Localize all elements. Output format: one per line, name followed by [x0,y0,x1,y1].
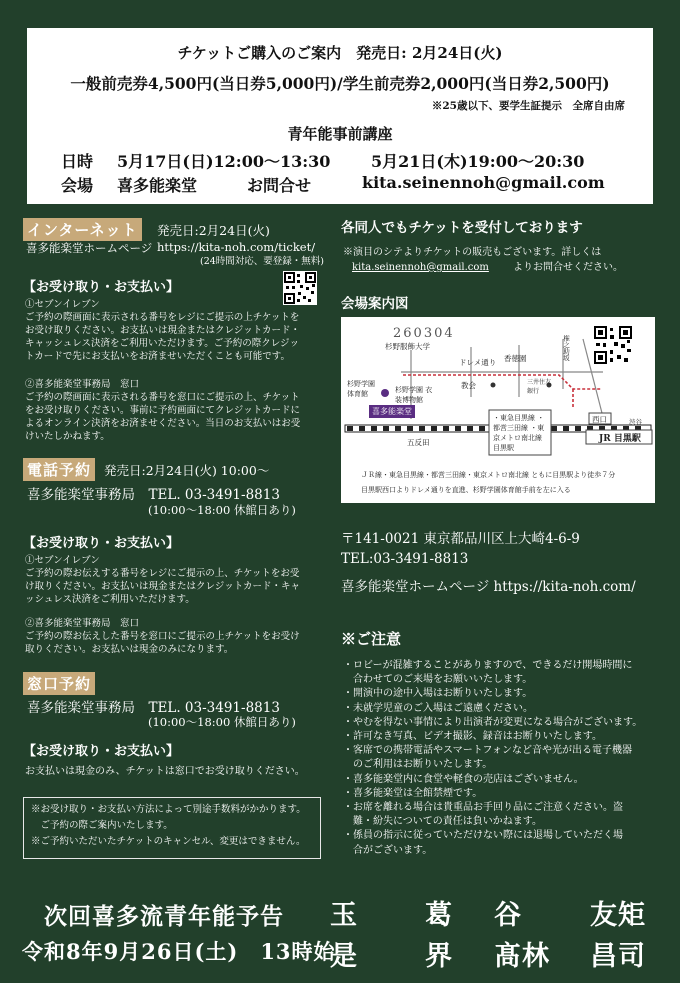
url-note: (24時間対応、要登録・無料) [200,256,325,267]
next-performer-1-name: 友矩 [590,900,646,931]
performers-note-1: ※演目のシテよりチケットの販売もございます。詳しくは [343,247,602,258]
window-pay-heading: 【お受け取り・お支払い】 [23,744,180,759]
fee-notice-box [23,797,321,859]
phone-seven-line: ッシュレス決済をご利用いただけます。 [25,594,195,605]
ticket-info-panel [27,28,653,204]
internet-office-body [25,391,300,443]
map-church: 教会 [461,381,476,390]
window-heading: 窓口予約 [23,672,95,695]
next-play-1-title-2: 是 [330,941,358,972]
contact-label: お問合せ [247,176,312,195]
internet-seven-body [25,311,300,363]
internet-seven-title: ①セブンイレブン [25,299,100,310]
next-play-1-title: 玉 [330,900,358,931]
datetime-label: 日時 [61,152,94,171]
fee-line: ご予約の際ご案内いたします。 [31,820,173,831]
map-access-2: 目黒駅西口よりドレメ通りを直進、杉野学園体育館手前を左に入る [361,486,571,494]
notice-item: ・許可なき写真、ビデオ撮影、録音はお断りいたします。 [343,731,602,743]
notice-item: ・ロビーが混雑することがありますので、できるだけ開場時間に [343,660,633,671]
notice-item: ・喜多能楽堂は全館禁煙です。 [343,787,483,799]
phone-office-line: 取りください。お支払いは現金のみになります。 [25,644,234,655]
notice-item: ・係員の指示に従っていただけない際には退場していただく場 [343,830,623,842]
phone-office-title: ②喜多能楽堂事務局 窓口 [25,618,140,629]
internet-seven-line: ご予約の際画面に表示される番号をレジにご提示の上チケットを [25,312,300,323]
notice-heading: ※ご注意 [341,630,402,648]
next-play-2-title-2: 界 [425,941,453,972]
fee-line: ※ご予約いただいたチケットのキャンセル、変更はできません。 [31,836,306,847]
map-jr: JR 目黒駅 [599,434,641,444]
notice-item: ・お席を離れる場合は貴重品お手回り品にご注意ください。盗 [343,802,623,814]
internet-office-title: ②喜多能楽堂事務局 窓口 [25,379,140,390]
internet-office-line: けいたしかねます。 [25,431,110,442]
ticket-note: ※25歳以下、要学生証提示 全席自由席 [431,100,625,112]
notice-item: ・未就学児童のご入場はご遠慮ください。 [343,702,533,714]
notice-item: 難・紛失についての責任は負いかねます。 [343,816,542,828]
window-office: 喜多能楽堂事務局 TEL. 03-3491-8813 [27,700,280,716]
address-homepage[interactable]: 喜多能楽堂ホームページ https://kita-noh.com/ [341,579,636,595]
next-performer-1-surname: 谷 [494,900,522,931]
notice-item: のご利用はお断りいたします。 [343,759,493,771]
map-heading: 会場案内図 [341,296,409,312]
notice-item: ・喜多能楽堂内に食堂や軽食の売店はございません。 [343,773,584,785]
performers-note-2: よりお問合せください。 [513,262,623,273]
contact-email[interactable]: kita.seinennoh@gmail.com [362,173,605,192]
map-lines: ・東急目黒線 ・都営三田線 ・東京メトロ南北線 目黒駅 [493,414,545,452]
window-hours: (10:00～18:00 休館日あり) [148,715,296,729]
internet-office-line: をお受け取りください。事前に予約画面にてクレジットカードに [25,405,300,416]
notice-item: ・開演中の途中入場はお断りいたします。 [343,688,533,700]
phone-seven-title: ①セブンイレブン [25,555,100,566]
next-performer-2-surname: 髙林 [494,941,550,972]
lecture-title: 青年能事前講座 [287,125,393,143]
phone-office: 喜多能楽堂事務局 TEL. 03-3491-8813 [27,487,280,503]
lecture-date-1: 5月17日(日)12:00～13:30 [117,152,331,171]
phone-seven-body [25,567,300,606]
phone-office-body [25,630,300,656]
window-pay-line: お支払いは現金のみ、チケットは窓口でお受け取りください。 [25,766,305,777]
phone-hours: (10:00～18:00 休館日あり) [148,503,296,517]
internet-release: 発売日:2月24日(火) [157,223,270,238]
notice-item: ・やむを得ない事情により出演者が変更になる場合がございます。 [343,716,643,728]
phone-pay-heading: 【お受け取り・お支払い】 [23,536,180,551]
notice-item: 合がございます。 [343,844,433,856]
notice-item: ・客席での携帯電話やスマートフォンなど音や光が出る電子機器 [343,745,632,757]
map-shibuya: 渋谷 [629,418,642,426]
map-qr-code-icon[interactable] [593,325,633,365]
map-school: 杉野服飾大学 [385,342,430,351]
homepage-label: 喜多能楽堂ホームページ [26,241,153,255]
fee-line: ※お受け取り・お支払い方法によって別途手数料がかかります。 [31,804,306,815]
phone-seven-line: け取りください。お支払いは現金またはクレジットカード・キャ [25,581,300,592]
map-code: 260304 [393,326,455,341]
ticket-heading: チケットご購入のご案内 発売日: 2月24日(火) [177,44,503,62]
notice-item: 合わせてのご来場をお願いいたします。 [343,674,533,686]
performers-heading: 各同人でもチケットを受付しております [341,220,583,236]
phone-heading: 電話予約 [23,458,95,481]
internet-heading: インターネット [23,218,142,241]
map-street: ドレメ通り [459,358,497,367]
map-hall-label: 喜多能楽堂 [369,405,415,418]
ticket-prices: 一般前売券4,500円(当日券5,000円)/学生前売券2,000円(当日券2,500円) [70,74,610,93]
performers-email[interactable]: kita.seinennoh@gmail.com [352,262,489,273]
phone-seven-line: ご予約の際お伝えする番号をレジにご提示の上、チケットをお受 [25,568,300,579]
internet-seven-line: キャッシュレス決済をご利用いただけます。ご予約の際クレジッ [25,338,300,349]
venue-map[interactable] [341,317,655,503]
qr-code-icon[interactable] [283,271,317,305]
phone-release: 発売日:2月24日(火) 10:00～ [104,463,270,478]
internet-pay-heading: 【お受け取り・お支払い】 [23,280,180,295]
map-gotanda: 五反田 [407,438,430,447]
internet-office-line: ご予約の際画面に表示される番号を窓口にご提示の上、チケット [25,392,300,403]
map-access-1: ＪＲ線・東急目黒線・都営三田線・東京メトロ南北線 ともに目黒駅より徒歩７分 [361,471,616,479]
map-north: 権之助坂 [562,335,570,361]
address-tel: TEL:03-3491-8813 [341,551,469,567]
lecture-date-2: 5月21日(木)19:00～20:30 [371,152,585,171]
phone-office-line: ご予約の際お伝えした番号を窓口にご提示の上チケットをお受け [25,631,300,642]
internet-seven-line: お受け取りください。お支払いは現金またはクレジットカード・ [25,325,300,336]
map-bank: 三井住友 銀行 [527,379,552,395]
map-museum: 杉野学園 衣装博物館 [395,386,433,404]
next-play-2-title: 葛 [425,900,453,931]
map-kosodo: 香徳園 [504,354,527,363]
internet-office-line: よるオンライン決済をお済ませください。当日のお支払いはお受 [25,418,301,429]
next-date: 令和8年9月26日(土) 13時始 [22,939,336,964]
venue-name: 喜多能楽堂 [117,176,198,195]
notice-list [343,659,642,858]
ticket-url[interactable]: https://kita-noh.com/ticket/ [157,240,316,254]
next-title: 次回喜多流青年能予告 [44,903,284,930]
venue-label: 会場 [61,176,94,195]
internet-seven-line: トカードで先にお支払いをお済ませいただくことも可能です。 [25,351,290,362]
address-postal: 〒141-0021 東京都品川区上大崎4-6-9 [341,531,580,547]
next-performer-2-name: 昌司 [590,941,646,972]
map-gym: 杉野学園 体育館 [347,380,375,398]
map-west-exit: 西口 [592,415,607,424]
